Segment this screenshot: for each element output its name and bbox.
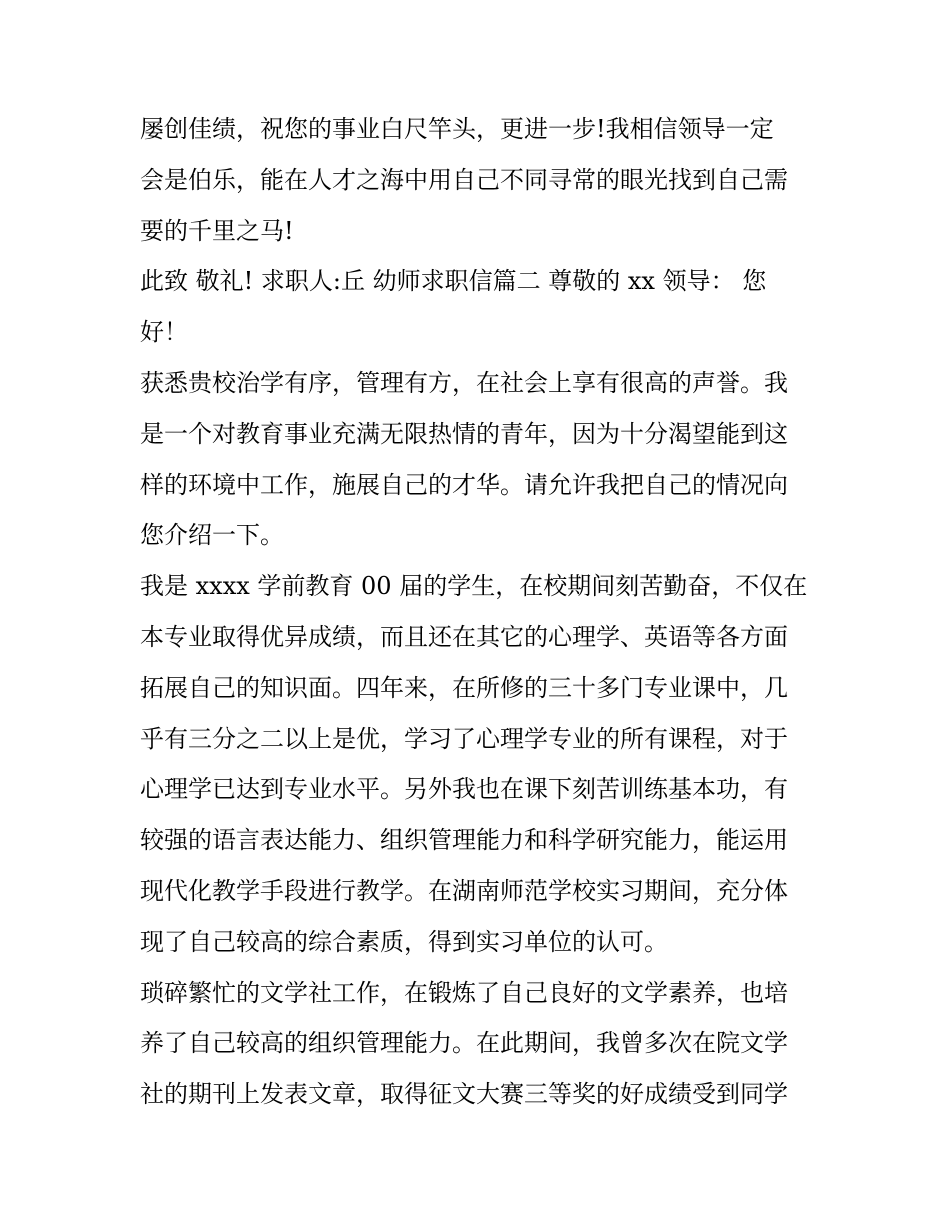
text-line: 好！ [140,318,188,347]
text-line: 要的千里之马! [140,216,294,245]
text-line: 是一个对教育事业充满无限热情的青年，因为十分渴望能到这 [140,419,788,448]
text-line: 此致 敬礼! 求职人:丘 幼师求职信篇二 尊敬的 xx 领导： 您 [140,267,767,296]
text-line: 乎有三分之二以上是优，学习了心理学专业的所有课程，对于 [140,724,788,753]
text-line: 琐碎繁忙的文学社工作，在锻炼了自己良好的文学素养，也培 [140,978,788,1007]
document-page [140,104,820,1120]
text-line: 拓展自己的知识面。四年来，在所修的三十多门专业课中，几 [140,673,788,702]
text-line: 您介绍一下。 [140,521,284,550]
text-line: 本专业取得优异成绩，而且还在其它的心理学、英语等各方面 [140,622,788,651]
text-line: 心理学已达到专业水平。另外我也在课下刻苦训练基本功，有 [140,775,788,804]
text-line: 较强的语言表达能力、组织管理能力和科学研究能力，能运用 [140,826,788,855]
text-line: 养了自己较高的组织管理能力。在此期间，我曾多次在院文学 [140,1029,788,1058]
text-line: 样的环境中工作，施展自己的才华。请允许我把自己的情况向 [140,470,788,499]
text-line: 现代化教学手段进行教学。在湖南师范学校实习期间，充分体 [140,876,788,905]
text-line: 获悉贵校治学有序，管理有方，在社会上享有很高的声誉。我 [140,368,788,397]
text-line: 会是伯乐，能在人才之海中用自己不同寻常的眼光找到自己需 [140,165,788,194]
text-line: 社的期刊上发表文章，取得征文大赛三等奖的好成绩受到同学 [140,1080,788,1109]
text-line: 我是 xxxx 学前教育 00 届的学生，在校期间刻苦勤奋，不仅在 [140,572,808,601]
text-line: 现了自己较高的综合素质，得到实习单位的认可。 [140,927,668,956]
text-line: 屡创佳绩，祝您的事业白尺竿头，更进一步!我相信领导一定 [140,115,774,143]
